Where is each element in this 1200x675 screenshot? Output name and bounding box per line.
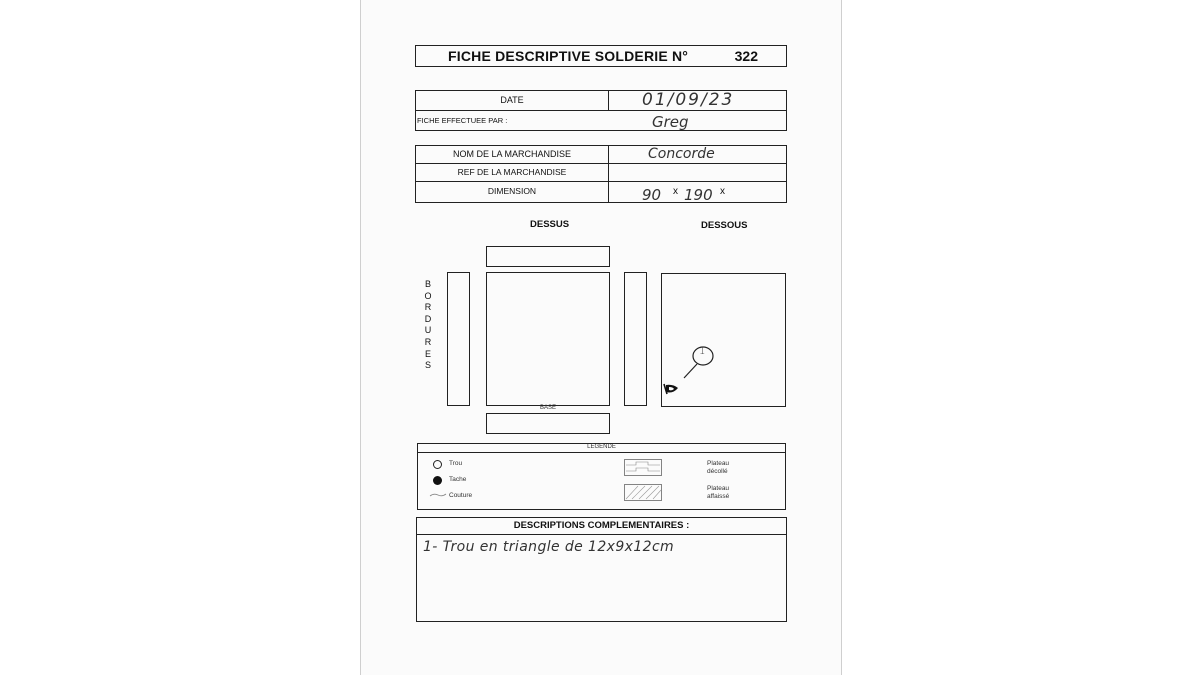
legend-plateau-affaisse-line2: affaissé [707, 493, 730, 500]
couture-icon [429, 492, 447, 498]
descriptions-title: DESCRIPTIONS COMPLEMENTAIRES : [513, 520, 690, 531]
ref-label: REF DE LA MARCHANDISE [457, 167, 567, 177]
dessus-plateau [486, 272, 610, 406]
legend-plateau-affaisse-line1: Plateau [707, 485, 730, 492]
bordures-letter: B [424, 279, 431, 289]
dessus-base-border [486, 413, 610, 434]
legend-trou: Trou [449, 460, 463, 467]
dessus-top-border [486, 246, 610, 267]
form-title: FICHE DESCRIPTIVE SOLDERIE N° [448, 48, 689, 64]
bordures-letter: R [424, 302, 432, 313]
author-value: Greg [652, 113, 689, 131]
dimension-x1: x [673, 186, 678, 197]
plateau-decolle-icon [624, 459, 662, 477]
date-label: DATE [500, 95, 524, 105]
dimension-x2: x [720, 186, 725, 197]
descriptions-line-1: 1- Trou en triangle de 12x9x12cm [423, 539, 675, 555]
descriptions-box [416, 517, 787, 622]
form-number: 322 [734, 48, 758, 64]
bordures-letter: D [424, 313, 432, 324]
author-label: FICHE EFFECTUEE PAR : [417, 116, 508, 125]
date-author-table [415, 90, 787, 131]
dessus-right-border [624, 272, 647, 406]
merchandise-table [415, 145, 787, 203]
tache-icon [433, 476, 442, 485]
legend-tache: Tache [449, 476, 467, 483]
legend-plateau-decolle-line2: décollé [707, 468, 728, 475]
legend-couture: Couture [449, 492, 473, 499]
dessous-heading: DESSOUS [701, 220, 748, 231]
plateau-affaisse-icon [624, 484, 662, 501]
dessus-heading: DESSUS [530, 219, 570, 230]
legend-box [417, 443, 786, 510]
base-label: BASE [540, 405, 557, 411]
legend-plateau-decolle [707, 460, 729, 476]
legend-plateau-affaisse [707, 485, 729, 501]
defect-marker [661, 340, 731, 402]
dimension-height: 190 [684, 186, 713, 204]
legend-plateau-decolle-line1: Plateau [707, 460, 730, 467]
name-value: Concorde [648, 146, 715, 162]
form-title-box [415, 45, 787, 67]
bordures-letter: U [424, 325, 432, 336]
dessus-left-border [447, 272, 470, 406]
legend-title: LEGENDE [587, 444, 616, 450]
name-label: NOM DE LA MARCHANDISE [452, 149, 572, 159]
bordures-letter: S [424, 360, 431, 371]
bordures-letter: O [424, 290, 432, 301]
dimension-width: 90 [642, 186, 662, 204]
form-sheet [360, 0, 842, 675]
defect-marker-number: 1 [699, 346, 706, 357]
bordures-letter: R [424, 336, 432, 347]
date-value: 01/09/23 [642, 90, 735, 110]
bordures-letter: E [424, 348, 431, 359]
dimension-label: DIMENSION [487, 186, 537, 196]
trou-icon [433, 460, 442, 469]
bordures-label [421, 279, 435, 372]
